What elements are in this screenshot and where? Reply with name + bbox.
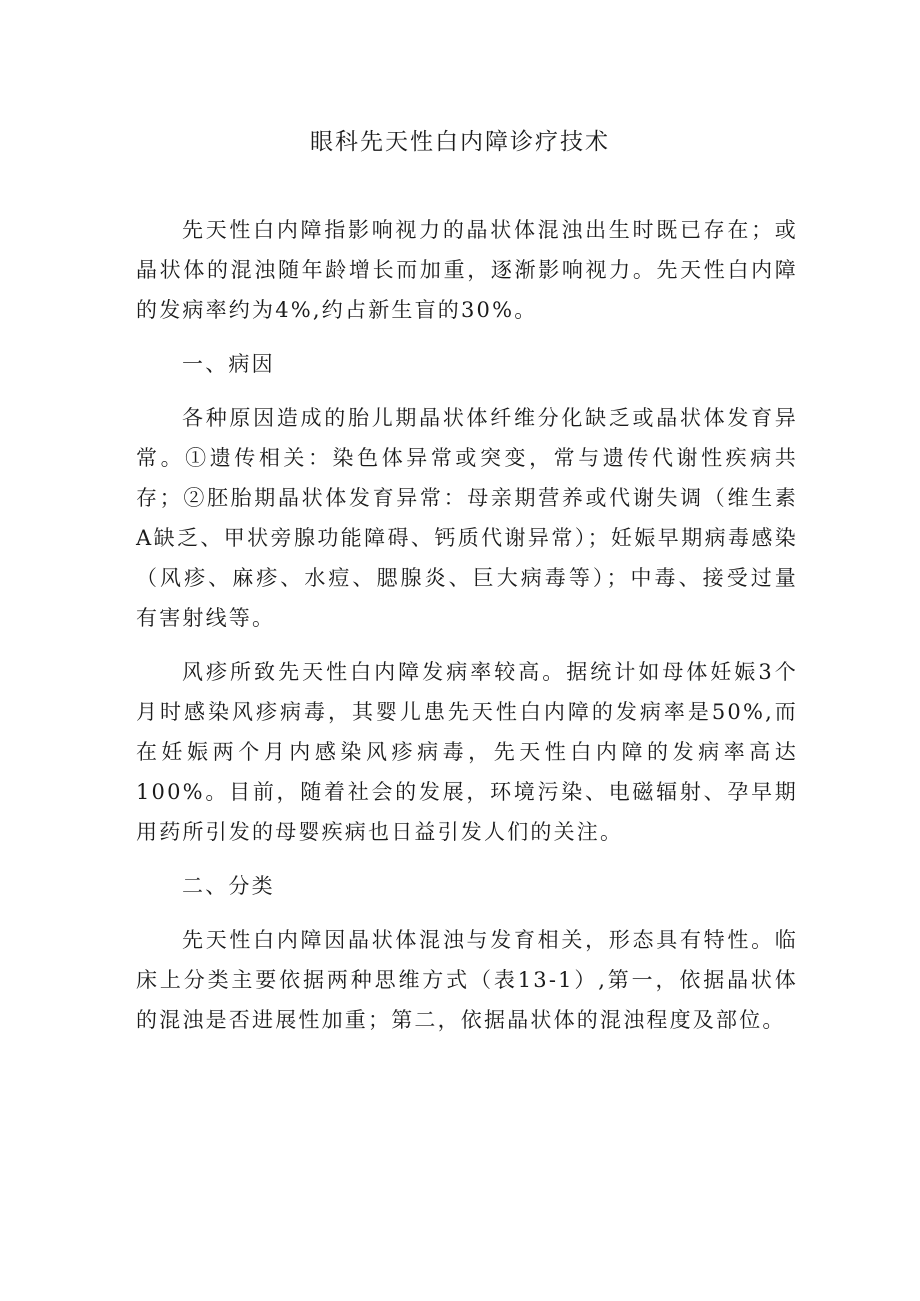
rubella-paragraph: 风疹所致先天性白内障发病率较高。据统计如母体妊娠3个月时感染风疹病毒，其婴儿患先天性白内障的发病率是50%,而在妊娠两个月内感染风疹病毒，先天性白内障的发病率高达100%。目前，随着社会的发展，环境污染、电磁辐射、孕早期用药所引发的母婴疾病也日益引发人们的关注。 [136, 660, 798, 844]
section-heading-etiology: 一、病因 [182, 352, 275, 376]
intro-paragraph: 先天性白内障指影响视力的晶状体混浊出生时既已存在；或晶状体的混浊随年龄增长而加重，逐渐影响视力。先天性白内障的发病率约为4%,约占新生盲的30%。 [136, 218, 798, 322]
section-heading-classification: 二、分类 [182, 874, 275, 898]
etiology-paragraph: 各种原因造成的胎儿期晶状体纤维分化缺乏或晶状体发育异常。①遗传相关：染色体异常或突变，常与遗传代谢性疾病共存；②胚胎期晶状体发育异常：母亲期营养或代谢失调（维生素A缺乏、甲状旁腺功能障碍、钙质代谢异常）；妊娠早期病毒感染（风疹、麻疹、水痘、腮腺炎、巨大病毒等）；中毒、接受过量有害射线等。 [136, 406, 798, 630]
classification-paragraph: 先天性白内障因晶状体混浊与发育相关，形态具有特性。临床上分类主要依据两种思维方式（表13-1）,第一，依据晶状体的混浊是否进展性加重；第二，依据晶状体的混浊程度及部位。 [136, 928, 798, 1032]
document-title: 眼科先天性白内障诊疗技术 [310, 129, 610, 155]
document-body [136, 210, 798, 1054]
